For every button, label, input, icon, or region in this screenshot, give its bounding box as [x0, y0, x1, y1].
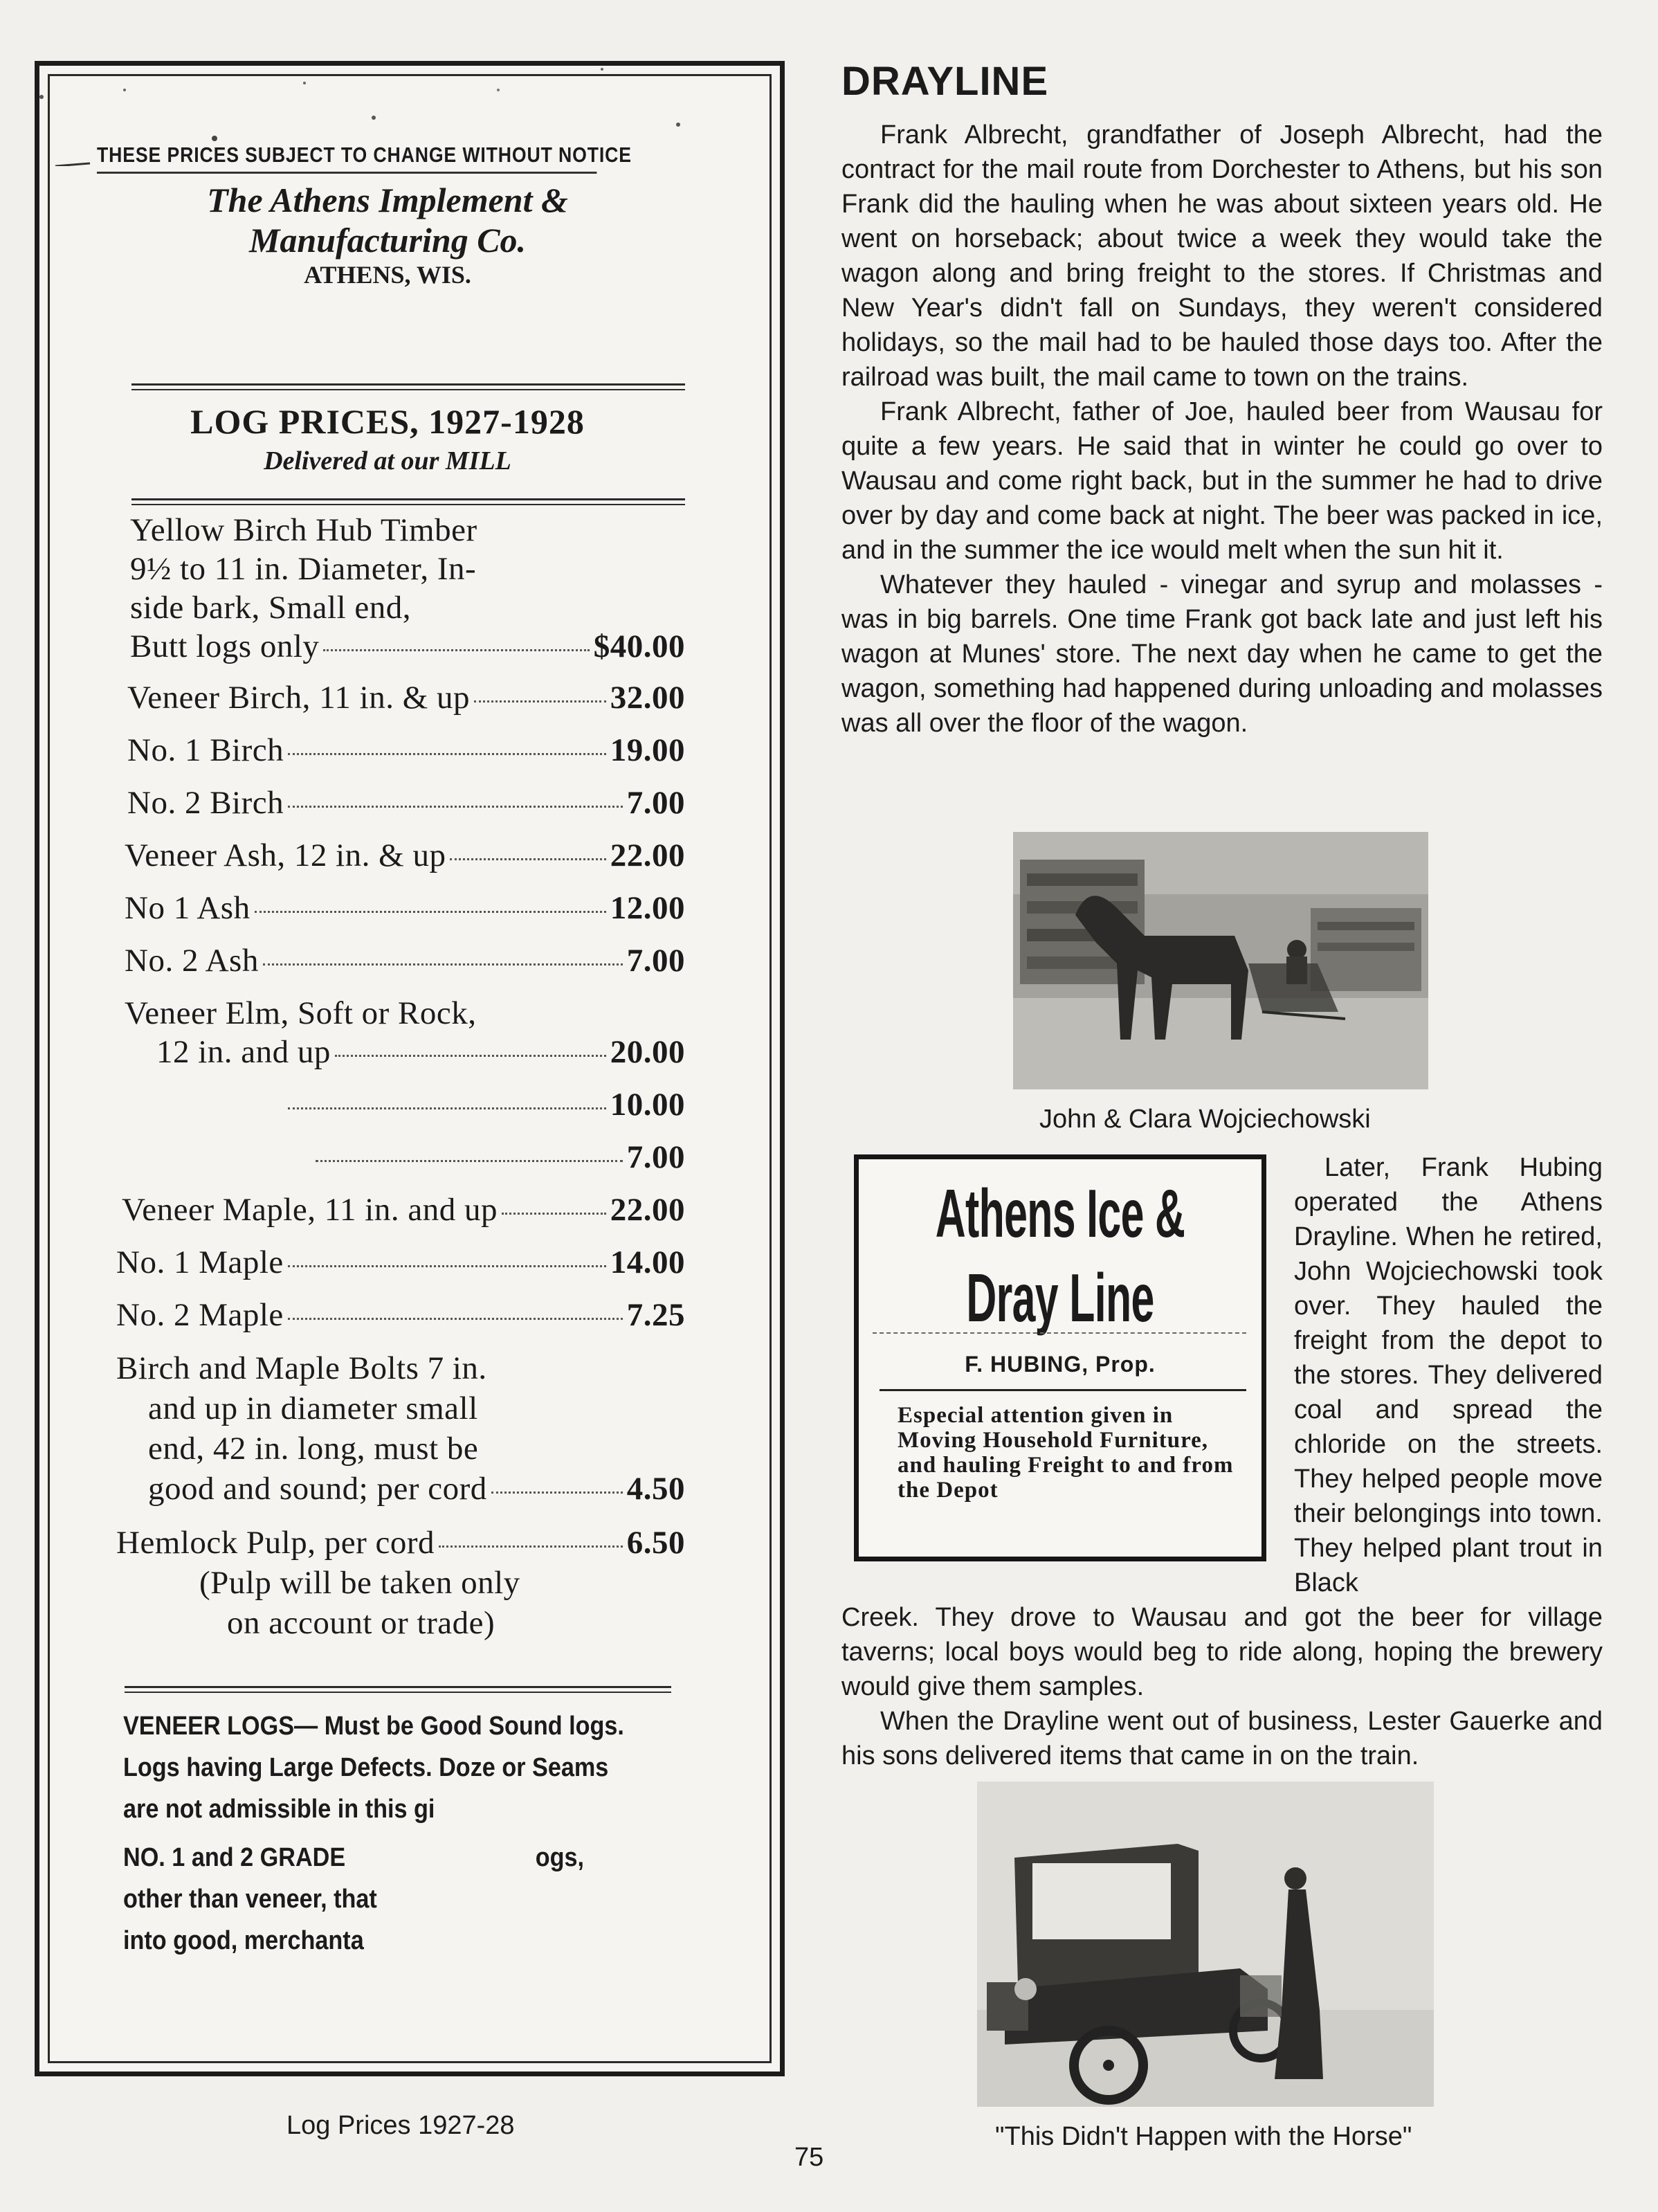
item-text: Birch and Maple Bolts 7 in. [116, 1350, 487, 1386]
rule-divider [131, 389, 685, 390]
article-body [841, 118, 1603, 741]
rule-divider [880, 1389, 1246, 1391]
price-list [111, 511, 685, 1657]
item-text: side bark, Small end, [130, 590, 412, 626]
price-item-illegible [111, 1138, 685, 1177]
article-paragraph: Creek. They drove to Wausau and got the beer for village taverns; local boys would beg to ride along, hoping the brewery would give them samples. [841, 1603, 1603, 1701]
dray-line-advertisement [854, 1154, 1266, 1561]
item-label: No. 2 Maple [116, 1297, 284, 1333]
log-prices-title: LOG PRICES, 1927-1928 [190, 402, 585, 441]
price-item [111, 731, 685, 770]
note-line: Logs having Large Defects. Doze or Seams [123, 1753, 609, 1782]
price-item [111, 1243, 685, 1282]
article-paragraph: Whatever they hauled - vinegar and syrup and molasses - was in big barrels. One time Frank got back late and just left his wagon at Munes' store. The next day when he came to get the wagon, something had happened during unloading and molasses was all over the floor of the wagon. [841, 570, 1603, 738]
item-price: 32.00 [610, 680, 685, 716]
company-name-line1: The Athens Implement & [207, 181, 568, 219]
item-text: and up in diameter small [148, 1390, 478, 1426]
rule-divider [131, 383, 685, 386]
article-paragraph: Frank Albrecht, father of Joe, hauled beer from Wausau for quite a few years. He said that in winter he could go over to Wausau and come right back, but in the summer he had to drive over by day and come back at night. The beer was packed in ice, and in the summer the ice would melt when the sun hit it. [841, 397, 1603, 565]
item-price: 22.00 [610, 837, 685, 873]
car-photo-caption: "This Didn't Happen with the Horse" [995, 2122, 1412, 2151]
leader-dots [288, 1318, 623, 1320]
log-prices-caption: Log Prices 1927-28 [286, 2111, 515, 2140]
item-price: 7.00 [626, 1139, 685, 1175]
horse-sleigh-photo-image [1013, 832, 1428, 1089]
leader-dots [263, 963, 623, 966]
grade-note [123, 1837, 634, 1961]
rule-divider [131, 498, 685, 500]
rule-divider [125, 1686, 671, 1688]
leader-dots [335, 1055, 606, 1057]
item-label: Veneer Birch, 11 in. & up [127, 680, 471, 716]
leader-dots [450, 858, 605, 860]
note-line: NO. 1 and 2 GRADE [123, 1843, 346, 1872]
leader-dots [288, 1265, 606, 1267]
note-line: into good, merchanta [123, 1926, 364, 1955]
item-price: 14.00 [610, 1244, 685, 1280]
price-item [111, 836, 685, 875]
item-price: 22.00 [610, 1192, 685, 1228]
item-label: No. 1 Maple [116, 1244, 284, 1280]
leader-dots [288, 1107, 606, 1109]
item-text: Veneer Elm, Soft or Rock, [125, 995, 477, 1031]
leader-dots [439, 1545, 623, 1548]
item-price: 6.50 [626, 1525, 685, 1561]
article-paragraph: When the Drayline went out of business, Lester Gauerke and his sons delivered items that came in on the train. [841, 1707, 1603, 1770]
price-item [111, 941, 685, 980]
car-photo-image [977, 1782, 1434, 2107]
leader-dots [288, 753, 606, 755]
company-name [76, 180, 699, 260]
article-side-text: Later, Frank Hubing operated the Athens Drayline. When he retired, John Wojciechowski took over. They hauled the freight from the depot to the stores. They delivered coal and spread the chloride on the streets. They helped people move their belongings into town. They helped plant trout in Black [1294, 1153, 1603, 1597]
note-line: are not admissible in this gi [123, 1795, 435, 1824]
item-price: 7.00 [626, 785, 685, 821]
wojciechowski-caption: John & Clara Wojciechowski [1039, 1105, 1371, 1134]
rule-divider [131, 504, 685, 505]
item-label: Veneer Ash, 12 in. & up [125, 837, 446, 873]
dray-ad-title-line1: Athens Ice & [935, 1175, 1185, 1251]
item-price: 12.00 [610, 890, 685, 926]
rule-divider [873, 1332, 1246, 1334]
item-text: 9½ to 11 in. Diameter, In- [130, 551, 477, 587]
price-item [111, 889, 685, 927]
price-item-hemlock [111, 1523, 685, 1643]
article-heading: DRAYLINE [841, 59, 1049, 104]
rule-divider [125, 1692, 671, 1693]
note-line: other than veneer, that [123, 1885, 377, 1914]
dray-ad-proprietor: F. HUBING, Prop. [965, 1352, 1156, 1377]
leader-dots [316, 1160, 623, 1162]
note-fragment: ogs, [535, 1843, 584, 1872]
leader-dots [288, 806, 623, 808]
item-label: No. 2 Birch [127, 785, 284, 821]
item-label: good and sound; per cord [148, 1471, 487, 1507]
company-name-line2: Manufacturing Co. [248, 221, 527, 260]
item-price: 19.00 [610, 732, 685, 768]
item-price: 7.00 [626, 943, 685, 979]
article-body-continued [841, 1600, 1603, 1773]
item-label: Veneer Maple, 11 in. and up [122, 1192, 498, 1228]
item-label: No. 2 Ash [125, 943, 259, 979]
price-item-bolts [111, 1348, 685, 1509]
item-label: Butt logs only [130, 628, 320, 664]
item-price: 7.25 [626, 1297, 685, 1333]
leader-dots [255, 911, 606, 913]
item-text: (Pulp will be taken only [199, 1565, 520, 1601]
car-photo [977, 1782, 1434, 2107]
item-label: No 1 Ash [125, 890, 250, 926]
item-price: 4.50 [626, 1471, 685, 1507]
dray-ad-title-line2: Dray Line [966, 1260, 1154, 1336]
price-item-illegible [111, 1085, 685, 1124]
item-price: 10.00 [610, 1087, 685, 1123]
price-item [111, 678, 685, 717]
dray-ad-body: Especial attention given in Moving Household Furniture, and hauling Freight to and from the Depot [898, 1403, 1234, 1503]
company-city: ATHENS, WIS. [304, 261, 471, 289]
wojciechowski-photo [1013, 832, 1428, 1089]
page-number: 75 [794, 2143, 824, 2172]
price-item-hub-timber [111, 511, 685, 666]
item-text: on account or trade) [227, 1605, 495, 1641]
item-text: Yellow Birch Hub Timber [130, 512, 477, 548]
item-label: 12 in. and up [156, 1034, 331, 1070]
log-prices-subtitle: Delivered at our MILL [264, 446, 511, 475]
leader-dots [491, 1492, 623, 1494]
price-item [111, 1296, 685, 1334]
price-item-elm [111, 994, 685, 1071]
price-item [111, 783, 685, 822]
item-price: 20.00 [610, 1034, 685, 1070]
leader-dots [502, 1213, 606, 1215]
item-label: Hemlock Pulp, per cord [116, 1525, 435, 1561]
price-item [111, 1190, 685, 1229]
item-price: $40.00 [593, 628, 685, 664]
leader-dots [323, 649, 589, 651]
note-line: VENEER LOGS— Must be Good Sound logs. [123, 1712, 624, 1741]
item-text: end, 42 in. long, must be [148, 1431, 479, 1467]
article-paragraph: Frank Albrecht, grandfather of Joseph Albrecht, had the contract for the mail route from Dorchester to Athens, but his son Frank did the hauling when he was about sixteen years old. He went on horseback; about twice a week they would take the wagon along and bring freight to the stores. If Christmas and New Year's didn't fall on Sundays, they weren't considered holidays, so the mail had to be hauled those days too. After the railroad was built, the mail came to town on the trains. [841, 120, 1603, 392]
leader-dots [474, 700, 606, 702]
veneer-logs-note [123, 1705, 634, 1830]
item-label: No. 1 Birch [127, 732, 284, 768]
price-notice: THESE PRICES SUBJECT TO CHANGE WITHOUT NOTICE [97, 143, 596, 174]
